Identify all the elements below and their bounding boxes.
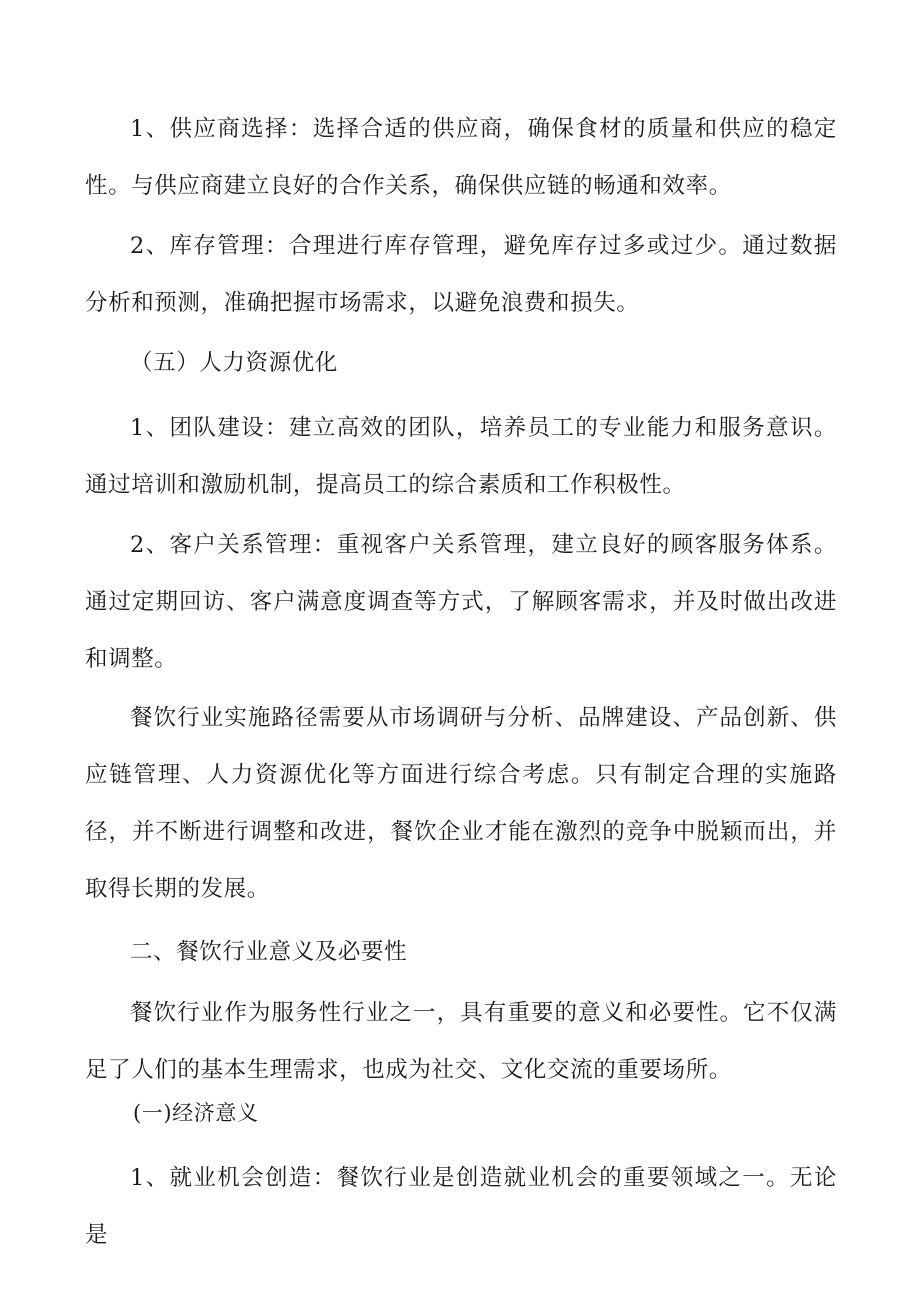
paragraph-customer-relations: 2、客户关系管理：重视客户关系管理，建立良好的顾客服务体系。通过定期回访、客户满意度调查等方式，了解顾客需求，并及时做出改进和调整。 bbox=[85, 532, 837, 672]
paragraph-employment: 1、就业机会创造：餐饮行业是创造就业机会的重要领域之一。无论是 bbox=[85, 1165, 837, 1248]
paragraph-inventory-management: 2、库存管理：合理进行库存管理，避免库存过多或过少。通过数据分析和预测，准确把握市场需求，以避免浪费和损失。 bbox=[85, 233, 837, 316]
paragraph-summary: 餐饮行业实施路径需要从市场调研与分析、品牌建设、产品创新、供应链管理、人力资源优化等方面进行综合考虑。只有制定合理的实施路径，并不断进行调整和改进，餐饮企业才能在激烈的竞争中脱颖而出，并取得长期的发展。 bbox=[85, 705, 837, 902]
heading-economic-significance: (一)经济意义 bbox=[133, 1101, 259, 1125]
paragraph-significance-intro: 餐饮行业作为服务性行业之一，具有重要的意义和必要性。它不仅满足了人们的基本生理需求，也成为社交、文化交流的重要场所。 bbox=[85, 1000, 837, 1083]
paragraph-supplier-selection: 1、供应商选择：选择合适的供应商，确保食材的质量和供应的稳定性。与供应商建立良好的合作关系，确保供应链的畅通和效率。 bbox=[85, 116, 837, 199]
heading-hr-optimization: （五）人力资源优化 bbox=[130, 350, 338, 376]
heading-section-two: 二、餐饮行业意义及必要性 bbox=[130, 939, 408, 965]
paragraph-team-building: 1、团队建设：建立高效的团队，培养员工的专业能力和服务意识。通过培训和激励机制，提高员工的综合素质和工作积极性。 bbox=[85, 415, 837, 498]
